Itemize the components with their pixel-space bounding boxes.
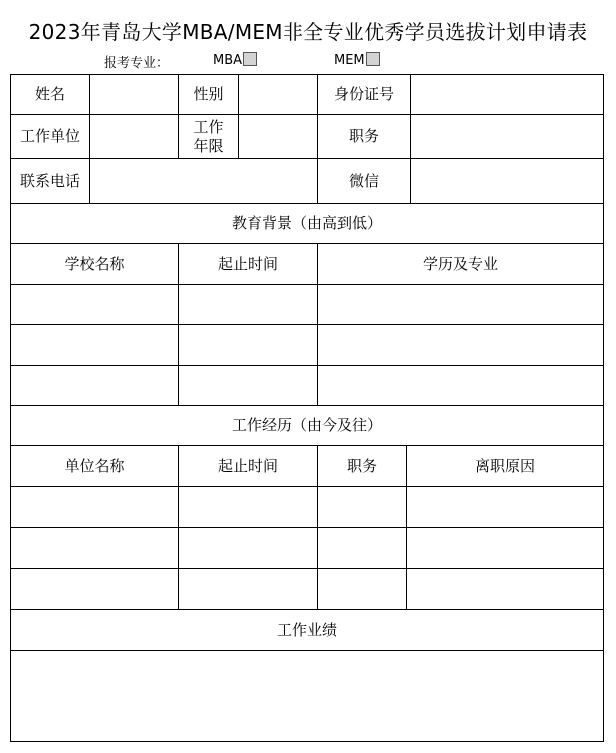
work-employer-field[interactable] [10, 486, 179, 528]
education-degree-field[interactable] [317, 365, 604, 406]
name-field[interactable] [89, 74, 179, 115]
mem-option[interactable] [334, 52, 380, 68]
mem-option-label: MEM [334, 53, 365, 68]
education-col-degree: 学历及专业 [317, 243, 604, 285]
work-leave-reason-field[interactable] [406, 527, 604, 569]
employer-label: 工作单位 [10, 114, 90, 159]
position-field[interactable] [410, 114, 604, 159]
work-years-field[interactable] [238, 114, 318, 159]
position-label: 职务 [317, 114, 411, 159]
education-col-school: 学校名称 [10, 243, 179, 285]
gender-field[interactable] [238, 74, 318, 115]
phone-label: 联系电话 [10, 158, 90, 204]
mba-option[interactable] [213, 52, 257, 68]
education-period-field[interactable] [178, 284, 318, 325]
wechat-label: 微信 [317, 158, 411, 204]
id-number-field[interactable] [410, 74, 604, 115]
work-col-position: 职务 [317, 445, 407, 487]
employer-field[interactable] [89, 114, 179, 159]
mba-option-label: MBA [213, 53, 243, 68]
education-section-header: 教育背景（由高到低） [10, 203, 604, 244]
form-title: 2023年青岛大学MBA/MEM非全专业优秀学员选拔计划申请表 [28, 20, 588, 44]
work-period-field[interactable] [178, 527, 318, 569]
work-period-field[interactable] [178, 486, 318, 528]
work-history-section-header: 工作经历（由今及往） [10, 405, 604, 446]
work-leave-reason-field[interactable] [406, 486, 604, 528]
work-position-field[interactable] [317, 568, 407, 610]
education-school-field[interactable] [10, 284, 179, 325]
name-label: 姓名 [10, 74, 90, 115]
watermark [418, 735, 598, 749]
work-employer-field[interactable] [10, 527, 179, 569]
work-years-label: 工作年限 [178, 114, 239, 159]
education-degree-field[interactable] [317, 284, 604, 325]
education-col-period: 起止时间 [178, 243, 318, 285]
work-col-employer: 单位名称 [10, 445, 179, 487]
education-degree-field[interactable] [317, 324, 604, 366]
achievements-section-header: 工作业绩 [10, 609, 604, 651]
achievements-field[interactable] [10, 650, 604, 742]
mba-checkbox[interactable] [243, 52, 257, 66]
work-leave-reason-field[interactable] [406, 568, 604, 610]
work-period-field[interactable] [178, 568, 318, 610]
gender-label: 性别 [178, 74, 239, 115]
education-period-field[interactable] [178, 365, 318, 406]
education-school-field[interactable] [10, 365, 179, 406]
work-position-field[interactable] [317, 486, 407, 528]
work-col-leave-reason: 离职原因 [406, 445, 604, 487]
work-position-field[interactable] [317, 527, 407, 569]
wechat-field[interactable] [410, 158, 604, 204]
work-employer-field[interactable] [10, 568, 179, 610]
major-label: 报考专业： [104, 56, 170, 71]
education-period-field[interactable] [178, 324, 318, 366]
phone-field[interactable] [89, 158, 318, 204]
mem-checkbox[interactable] [366, 52, 380, 66]
education-school-field[interactable] [10, 324, 179, 366]
work-col-period: 起止时间 [178, 445, 318, 487]
id-number-label: 身份证号 [317, 74, 411, 115]
